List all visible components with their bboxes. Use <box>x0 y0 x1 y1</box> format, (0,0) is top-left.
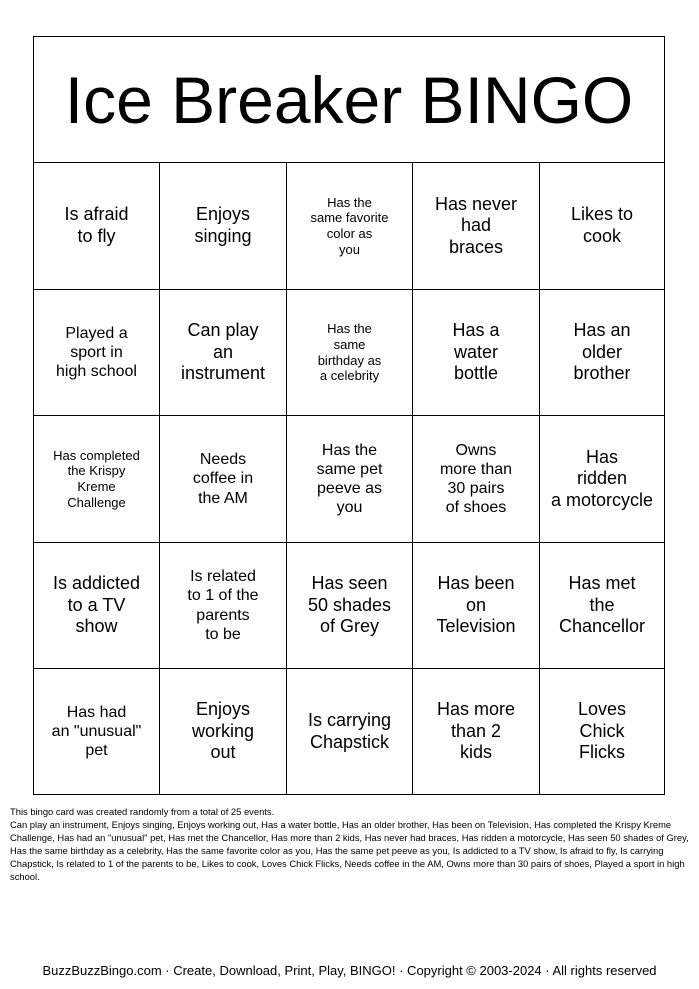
card-info-event-list: Can play an instrument, Enjoys singing, Enjoys working out, Has a water bottle, Has an older brother, Has been on Television, Has completed the Krispy Kreme Challenge, Has had an "unusual" pet, Has met the Chancellor, Has more than 2 kids, Has never had braces, Has ridden a motorcycle, Has seen 50 shades of Grey, Has the same birthday as a celebrity, Has the same favorite color as you, Has the same pet peeve as you, Is addicted to a TV show, Is afraid to fly, Is carrying Chapstick, Is related to 1 of the parents to be, Likes to cook, Loves Chick Flicks, Needs coffee in the AM, Owns more than 30 pairs of shoes, Played a sport in high school. <box>10 819 689 882</box>
bingo-cell-r5c1: Has had an "unusual" pet <box>34 669 160 794</box>
bingo-cell-r4c2: Is related to 1 of the parents to be <box>160 543 287 669</box>
bingo-cell-r5c4: Has more than 2 kids <box>413 669 540 794</box>
card-title: Ice Breaker BINGO <box>34 37 664 163</box>
bingo-cell-r1c3: Has the same favorite color as you <box>287 163 413 290</box>
bingo-cell-r4c5: Has met the Chancellor <box>540 543 664 669</box>
bingo-cell-r3c5: Has ridden a motorcycle <box>540 416 664 543</box>
bingo-cell-r1c1: Is afraid to fly <box>34 163 160 290</box>
bingo-cell-r3c3: Has the same pet peeve as you <box>287 416 413 543</box>
bingo-cell-r2c5: Has an older brother <box>540 290 664 416</box>
bingo-cell-r5c2: Enjoys working out <box>160 669 287 794</box>
site-footer: BuzzBuzzBingo.com · Create, Download, Print, Play, BINGO! · Copyright © 2003-2024 · All rights reserved <box>42 963 657 978</box>
bingo-cell-r4c4: Has been on Television <box>413 543 540 669</box>
bingo-grid <box>34 163 664 794</box>
bingo-cell-r2c3: Has the same birthday as a celebrity <box>287 290 413 416</box>
bingo-cell-r4c3: Has seen 50 shades of Grey <box>287 543 413 669</box>
bingo-cell-r1c5: Likes to cook <box>540 163 664 290</box>
bingo-cell-r1c4: Has never had braces <box>413 163 540 290</box>
card-info <box>10 805 690 883</box>
bingo-cell-r3c2: Needs coffee in the AM <box>160 416 287 543</box>
bingo-cell-r2c2: Can play an instrument <box>160 290 287 416</box>
bingo-cell-r1c2: Enjoys singing <box>160 163 287 290</box>
card-info-summary: This bingo card was created randomly from a total of 25 events. <box>10 806 275 817</box>
bingo-cell-r5c5: Loves Chick Flicks <box>577 699 627 763</box>
bingo-cell-r3c4: Owns more than 30 pairs of shoes <box>413 416 540 543</box>
bingo-cell-r4c1: Is addicted to a TV show <box>34 543 160 669</box>
bingo-cell-r5c3: Is carrying Chapstick <box>287 669 413 794</box>
bingo-cell-r2c1: Played a sport in high school <box>34 290 160 416</box>
bingo-cell-r2c4: Has a water bottle <box>413 290 540 416</box>
bingo-cell-r3c1: Has completed the Krispy Kreme Challenge <box>34 416 160 543</box>
bingo-card <box>33 36 665 795</box>
